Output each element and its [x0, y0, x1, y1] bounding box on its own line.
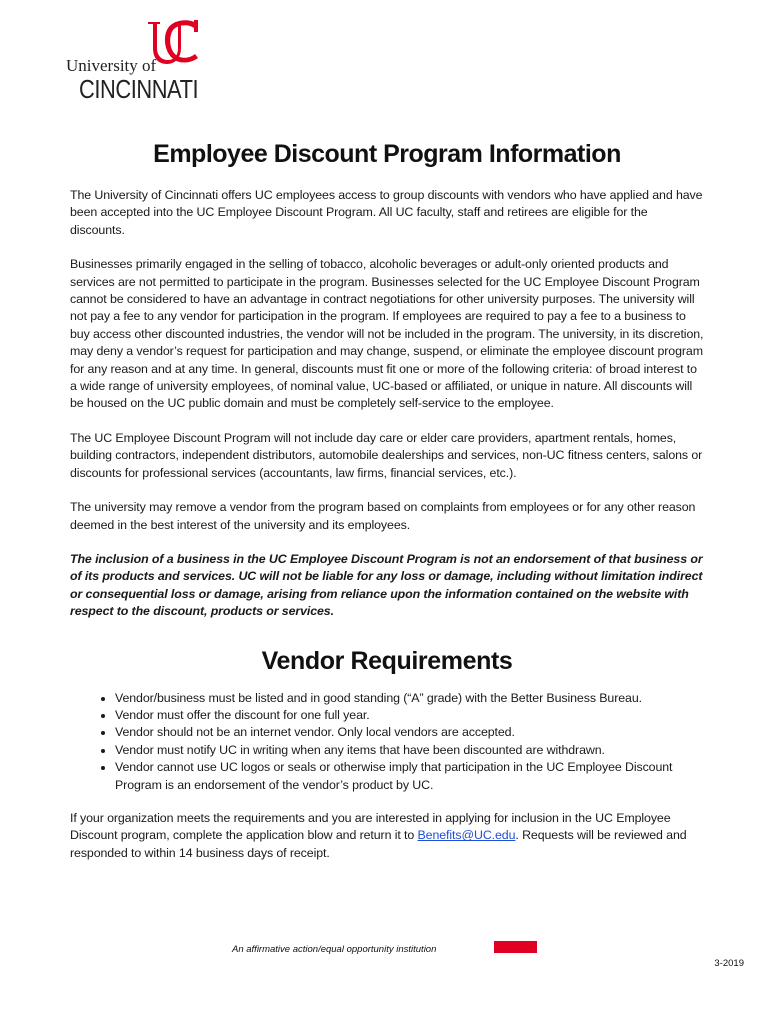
intro-paragraph: The University of Cincinnati offers UC employees access to group discounts with vendors who have applied and have been accepted into the UC Employee Discount Program. All UC faculty, staff and retirees are eligible for the discounts.	[70, 188, 703, 237]
requirements-list	[70, 690, 704, 794]
logo-university-of: University of	[66, 56, 157, 75]
eligibility-paragraph: Businesses primarily engaged in the selling of tobacco, alcoholic beverages or adult-only oriented products and services are not permitted to participate in the program. Businesses selected for the UC Employee Discount Program cannot be considered to have an advantage in contract negotiations for other university purposes. The university will not pay a fee to any vendor for participation in the program. If employees are required to pay a fee to a business to buy access other discounted industries, the vendor will not be included in the program. The university, in its discretion, may deny a vendor’s request for participation and may change, suspend, or eliminate the employee discount program for any reason and at any time. In general, discounts must fit one or more of the following criteria: of broad interest to a wide range of university employees, of nominal value, UC-based or affiliated, or unique in nature. All discounts will be housed on the UC public domain and must be completely self-service to the employee.	[70, 257, 704, 411]
revision-date: 3-2019	[714, 958, 744, 969]
removal-paragraph: The university may remove a vendor from the program based on complaints from employees or for any other reason deemed in the best interest of the university and its employees.	[70, 500, 696, 532]
footer-accent-block	[494, 941, 537, 953]
closing-text-before: If your organization meets the requirements and you are interested in applying for inclusion in the UC Employee Discount program, complete the application blow and return it to	[70, 810, 671, 843]
list-item: • Vendor must offer the discount for one full year.	[115, 707, 704, 724]
vendor-requirements-heading: Vendor Requirements	[261, 646, 513, 675]
benefits-email-link[interactable]: Benefits@UC.edu	[417, 828, 516, 843]
disclaimer-paragraph: The inclusion of a business in the UC Employee Discount Program is not an endorsement of that business or of its products and services. UC will not be liable for any loss or damage, including without limitation indirect or consequential loss or damage, arising from reliance upon the information contained on the website with respect to the discount, products or services.	[70, 551, 703, 619]
closing-text-after: . Requests will be reviewed and responded to within 14 business days of receipt.	[70, 828, 687, 860]
university-logo	[66, 20, 216, 104]
footer-note: An affirmative action/equal opportunity institution	[232, 944, 437, 955]
list-item: • Vendor cannot use UC logos or seals or otherwise imply that participation in the UC Employee Discount Program is an endorsement of the vendor’s product by UC.	[115, 759, 704, 794]
list-item: • Vendor should not be an internet vendor. Only local vendors are accepted.	[115, 724, 704, 741]
closing-paragraph	[70, 810, 704, 862]
exclusions-paragraph: The UC Employee Discount Program will not include day care or elder care providers, apartment rentals, homes, building contractors, independent distributors, automobile dealerships and services, non-UC fitness centers, salons or discounts for professional services (accountants, law firms, financial services, etc.).	[70, 430, 703, 480]
list-item: • Vendor/business must be listed and in good standing (“A” grade) with the Better Business Bureau.	[115, 690, 704, 707]
logo-cincinnati: CINCINNATI	[79, 74, 199, 104]
document-body	[70, 140, 704, 879]
list-item: • Vendor must notify UC in writing when any items that have been discounted are withdrawn.	[115, 742, 704, 759]
page-title: Employee Discount Program Information	[153, 140, 621, 168]
